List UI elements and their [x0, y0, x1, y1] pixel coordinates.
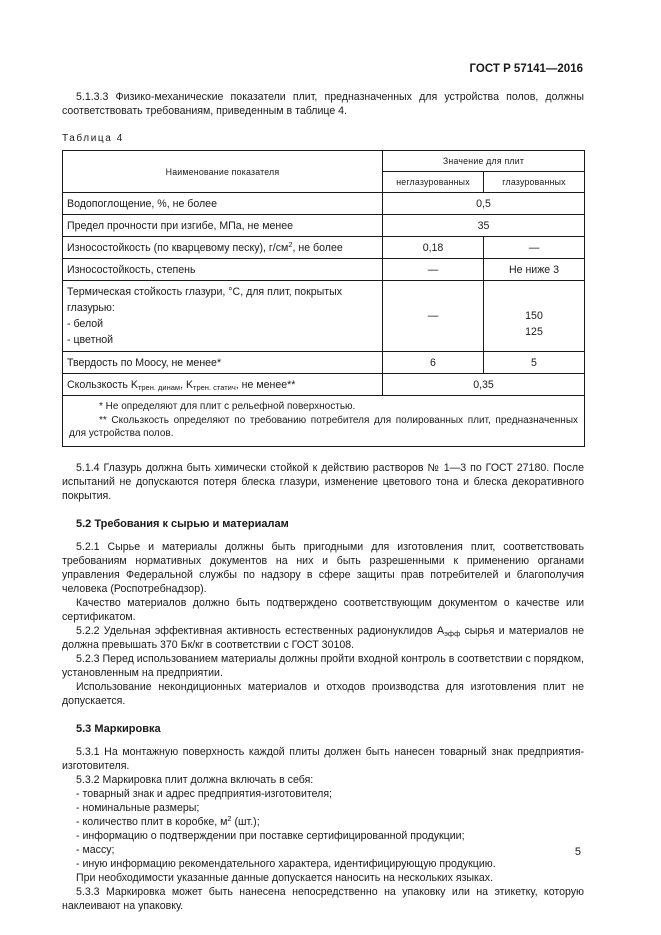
- row-name-sup: 2: [288, 239, 293, 249]
- row-value-glazed: 5: [484, 352, 585, 374]
- table-row: [63, 259, 585, 281]
- table-row: [63, 193, 585, 215]
- paragraph-5-1-4: 5.1.4 Глазурь должна быть химически стойкой к действию растворов № 1—3 по ГОСТ 27180. После испытаний не допускаются потеря блеска глазури, изменение цветового тона и блеска декоративного покрытия.: [62, 461, 584, 502]
- table-notes-row: [63, 396, 585, 447]
- row-subitem: - белой: [67, 318, 104, 330]
- table-row: [63, 352, 585, 374]
- paragraph-5-3-2: 5.3.2 Маркировка плит должна включать в себя:: [76, 773, 314, 786]
- page-body: [62, 90, 584, 913]
- properties-table: [62, 150, 585, 447]
- row-name-text: Скользкость K: [67, 378, 138, 391]
- section-5-3-title: 5.3 Маркировка: [76, 722, 161, 735]
- table-row: [63, 237, 585, 259]
- row-name: [63, 237, 383, 259]
- table-notes: [63, 396, 585, 447]
- row-name: [63, 281, 383, 352]
- table-note: ** Скользкость определяют по требованию потребителя для полированных плит, предназначенных для устройства полов.: [69, 414, 579, 439]
- paragraph-5-2-1: 5.2.1 Сырье и материалы должны быть пригодными для изготовления плит, соответствовать требованиям нормативных документов на них и быть разрешенными к применению органами управления Федеральной службы по надзору в сфере защиты прав потребителей и благополучия человека (Роспотребнадзор).: [62, 540, 584, 595]
- row-value-glazed-white: 150: [525, 310, 543, 322]
- paragraph-languages: При необходимости указанные данные допускается наносить на нескольких языках.: [76, 871, 494, 884]
- section-5-2-title: 5.2 Требования к сырью и материалам: [76, 517, 289, 530]
- list-item: - иную информацию рекомендательного характера, идентифицирующую продукцию.: [76, 857, 496, 870]
- row-name: Предел прочности при изгибе, МПа, не менее: [63, 215, 383, 237]
- row-name: [63, 374, 383, 396]
- paragraph-sub: эфф: [444, 628, 461, 638]
- row-value-unglazed: 0,18: [383, 237, 484, 259]
- paragraph-5-3-1: 5.3.1 На монтажную поверхность каждой плиты должен быть нанесен товарный знак предприятия-изготовителя.: [62, 745, 584, 772]
- document-code: ГОСТ Р 57141—2016: [469, 63, 583, 75]
- table-row: [63, 215, 585, 237]
- row-value-unglazed: 6: [383, 352, 484, 374]
- row-name-sub: трен. динам: [137, 382, 181, 392]
- paragraph-text: 5.2.2 Удельная эффективная активность естественных радионуклидов A: [76, 624, 445, 637]
- row-value: 35: [383, 215, 585, 237]
- list-item: - номинальные размеры;: [76, 801, 200, 814]
- table-header-row: [63, 151, 585, 172]
- row-name-text: , не менее**: [235, 378, 296, 391]
- table-row: [63, 374, 585, 396]
- list-item: - товарный знак и адрес предприятия-изготовителя;: [76, 787, 333, 800]
- row-value-unglazed: —: [383, 281, 484, 352]
- row-value-glazed: Не ниже 3: [484, 259, 585, 281]
- table-caption: Таблица 4: [62, 133, 124, 144]
- list-item: - массу;: [76, 843, 115, 856]
- row-value-glazed: —: [484, 237, 585, 259]
- intro-paragraph: 5.1.3.3 Физико-механические показатели плит, предназначенных для устройства полов, должны соответствовать требованиям, приведенным в таблице 4.: [62, 91, 584, 117]
- header-value-for-tiles: Значение для плит: [383, 151, 585, 172]
- list-item: - информацию о подтверждении при поставке сертифицированной продукции;: [76, 829, 465, 842]
- list-item-sup: 2: [227, 813, 232, 823]
- row-name: Износостойкость, степень: [63, 259, 383, 281]
- list-item-text: (шт.);: [231, 815, 260, 828]
- row-name-text: , K: [180, 378, 194, 391]
- row-value: 0,35: [383, 374, 585, 396]
- header-unglazed: неглазурованных: [383, 172, 484, 193]
- list-item: [62, 815, 584, 829]
- row-value-glazed: [484, 281, 585, 352]
- row-name-text: , не более: [292, 241, 343, 254]
- row-subitem: - цветной: [67, 334, 114, 346]
- paragraph-waste: Использование некондиционных материалов и отходов производства для изготовления плит не допускается.: [62, 680, 584, 707]
- row-name-sub: трен. статич: [193, 382, 236, 392]
- row-value-unglazed: —: [383, 259, 484, 281]
- row-name: Водопоглощение, %, не более: [63, 193, 383, 215]
- row-name-text: Термическая стойкость глазури, °С, для плит, покрытых глазурью:: [67, 286, 343, 314]
- table-row: [63, 281, 585, 352]
- row-name: Твердость по Моосу, не менее*: [63, 352, 383, 374]
- header-indicator-name: Наименование показателя: [63, 151, 383, 193]
- table-note: * Не определяют для плит с рельефной поверхностью.: [99, 401, 356, 412]
- paragraph-5-2-3: 5.2.3 Перед использованием материалы должны пройти входной контроль в соответствии с порядком, установленным на предприятии.: [62, 652, 584, 679]
- paragraph-5-3-3: 5.3.3 Маркировка может быть нанесена непосредственно на упаковку или на этикетку, которую наклеивают на упаковку.: [62, 885, 584, 912]
- paragraph-quality: Качество материалов должно быть подтверждено соответствующим документом о качестве или сертификатом.: [62, 596, 584, 623]
- header-glazed: глазурованных: [484, 172, 585, 193]
- page-number: 5: [574, 846, 581, 858]
- row-value: 0,5: [383, 193, 585, 215]
- paragraph-text: сырья и материалов не должна превышать 370 Бк/кг в соответствии с ГОСТ 30108.: [62, 624, 584, 651]
- paragraph-5-2-2: [62, 624, 584, 652]
- list-item-text: - количество плит в коробке, м: [76, 815, 228, 828]
- row-value-glazed-colored: 125: [525, 326, 543, 338]
- row-name-text: Износостойкость (по кварцевому песку), г/см: [67, 241, 289, 254]
